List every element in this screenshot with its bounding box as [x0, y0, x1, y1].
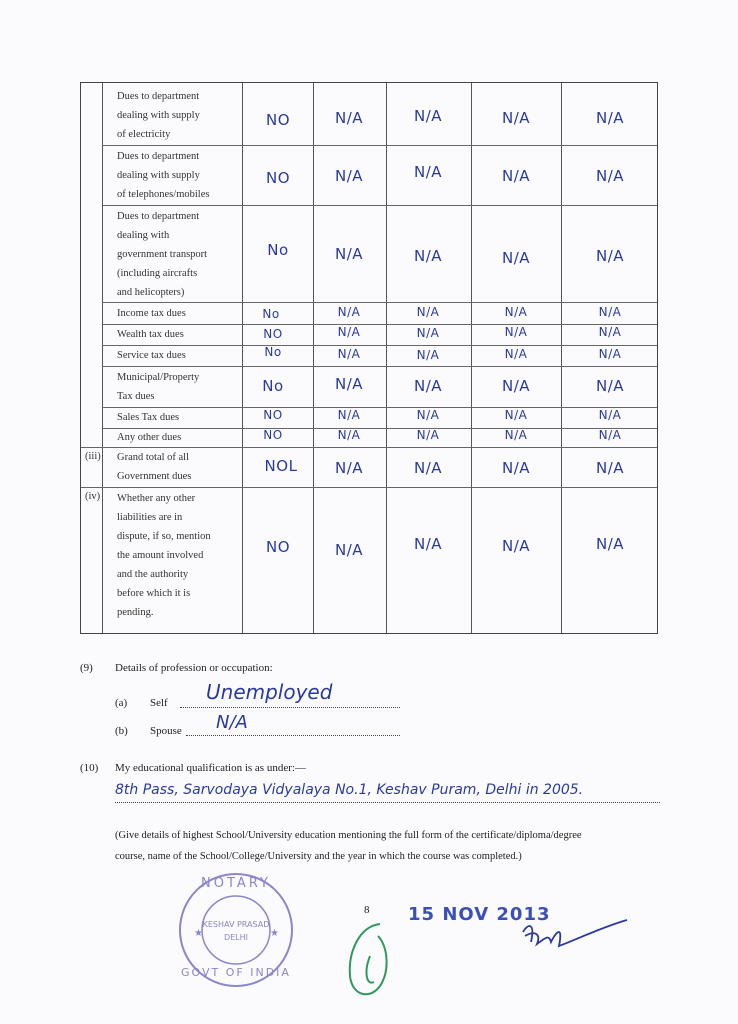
cell-value: N/A — [413, 459, 443, 477]
cell-value: N/A — [334, 245, 364, 263]
row-label-service-tax: Service tax dues — [117, 350, 186, 361]
cell-value: N/A — [501, 459, 531, 477]
section-title: Details of profession or occupation: — [115, 662, 273, 674]
notary-stamp — [176, 870, 296, 990]
row-label-sales-tax: Sales Tax dues — [117, 412, 180, 423]
cell-value: N/A — [501, 167, 531, 185]
cell-value: N/A — [416, 305, 440, 319]
cell-value: N/A — [413, 107, 443, 125]
date-stamp: 15 NOV 2013 — [408, 904, 551, 925]
stamp-city: DELHI — [223, 933, 249, 942]
item-letter: (b) — [115, 725, 128, 737]
cell-value: N/A — [504, 408, 528, 422]
cell-value: N/A — [595, 247, 625, 265]
roman-numeral: (iii) — [85, 451, 101, 462]
row-label-income-tax: Income tax dues — [117, 308, 186, 319]
cell-value: N/A — [334, 109, 364, 127]
signature — [515, 912, 635, 962]
section-number: (10) — [80, 762, 99, 774]
row-label-other-dues: Any other dues — [117, 432, 182, 443]
item-letter: (a) — [115, 697, 128, 709]
svg-text:★: ★ — [194, 928, 203, 939]
row-label-municipal-tax: Municipal/Property Tax dues — [117, 372, 200, 402]
cell-value: NO — [263, 428, 283, 442]
cell-value: N/A — [334, 459, 364, 477]
page-number: 8 — [364, 904, 370, 916]
cell-value: N/A — [413, 163, 443, 181]
cell-value: N/A — [337, 428, 361, 442]
cell-value: N/A — [337, 325, 361, 339]
cell-value: NO — [265, 169, 291, 187]
cell-value: N/A — [413, 535, 443, 553]
cell-value: N/A — [501, 109, 531, 127]
education-note-line1: (Give details of highest School/University education mentioning the full form of the certificate/diploma/degree — [115, 830, 582, 841]
cell-value: N/A — [337, 305, 361, 319]
dues-table — [80, 82, 658, 634]
education-note-line2: course, name of the School/College/University and the year in which the course was completed.) — [115, 851, 522, 862]
cell-value: N/A — [416, 348, 440, 362]
cell-value: N/A — [334, 541, 364, 559]
cell-value: N/A — [598, 325, 622, 339]
cell-value: N/A — [501, 249, 531, 267]
cell-value: N/A — [416, 326, 440, 340]
cell-value: N/A — [504, 347, 528, 361]
cell-value: N/A — [334, 167, 364, 185]
education-value: 8th Pass, Sarvodaya Vidyalaya No.1, Keshav Puram, Delhi in 2005. — [115, 782, 584, 798]
row-label-transport: Dues to department dealing with government transport (including aircrafts and helicopters) — [117, 211, 208, 298]
svg-text:★: ★ — [270, 928, 279, 939]
cell-value: N/A — [595, 535, 625, 553]
cell-value: N/A — [416, 408, 440, 422]
cell-value: No — [264, 345, 282, 359]
cell-value: N/A — [598, 408, 622, 422]
cell-value: N/A — [595, 167, 625, 185]
row-label-disputed-liabilities: Whether any other liabilities are in dispute, if so, mention the amount involved and the authority before which it is pending. — [117, 493, 211, 618]
cell-value: N/A — [504, 325, 528, 339]
section-number: (9) — [80, 662, 93, 674]
row-label-telephones: Dues to department dealing with supply of telephones/mobiles — [117, 151, 210, 200]
cell-value: N/A — [595, 109, 625, 127]
cell-value: N/A — [413, 377, 443, 395]
cell-value: N/A — [595, 459, 625, 477]
cell-value: N/A — [504, 305, 528, 319]
cell-value: NO — [265, 111, 291, 129]
cell-value: N/A — [598, 428, 622, 442]
cell-value: NO — [263, 408, 283, 422]
cell-value: No — [267, 241, 289, 259]
cell-value: NO — [265, 538, 291, 556]
section-title: My educational qualification is as under:— — [115, 762, 306, 774]
cell-value: NOL — [264, 457, 298, 475]
cell-value: No — [262, 377, 284, 395]
self-label: Self — [150, 697, 168, 709]
spouse-label: Spouse — [150, 725, 182, 737]
cell-value: N/A — [504, 428, 528, 442]
cell-value: N/A — [501, 377, 531, 395]
cell-value: NO — [263, 327, 283, 341]
row-label-electricity: Dues to department dealing with supply of electricity — [117, 91, 200, 140]
stamp-top-text: NOTARY — [201, 876, 271, 891]
row-label-grand-total: Grand total of all Government dues — [117, 452, 192, 482]
cell-value: N/A — [337, 408, 361, 422]
cell-value: N/A — [413, 247, 443, 265]
stamp-bottom-text: GOVT OF INDIA — [181, 966, 291, 979]
cell-value: N/A — [595, 377, 625, 395]
cell-value: N/A — [501, 537, 531, 555]
cell-value: N/A — [337, 347, 361, 361]
cell-value: N/A — [598, 347, 622, 361]
self-occupation-value: Unemployed — [206, 680, 333, 704]
cell-value: No — [262, 307, 280, 321]
stamp-name: KESHAV PRASAD — [202, 920, 270, 929]
row-label-wealth-tax: Wealth tax dues — [117, 329, 184, 340]
green-initial-mark — [340, 916, 400, 1006]
cell-value: N/A — [416, 428, 440, 442]
spouse-occupation-value: N/A — [216, 712, 248, 733]
cell-value: N/A — [598, 305, 622, 319]
roman-numeral: (iv) — [85, 491, 101, 502]
cell-value: N/A — [334, 375, 364, 393]
